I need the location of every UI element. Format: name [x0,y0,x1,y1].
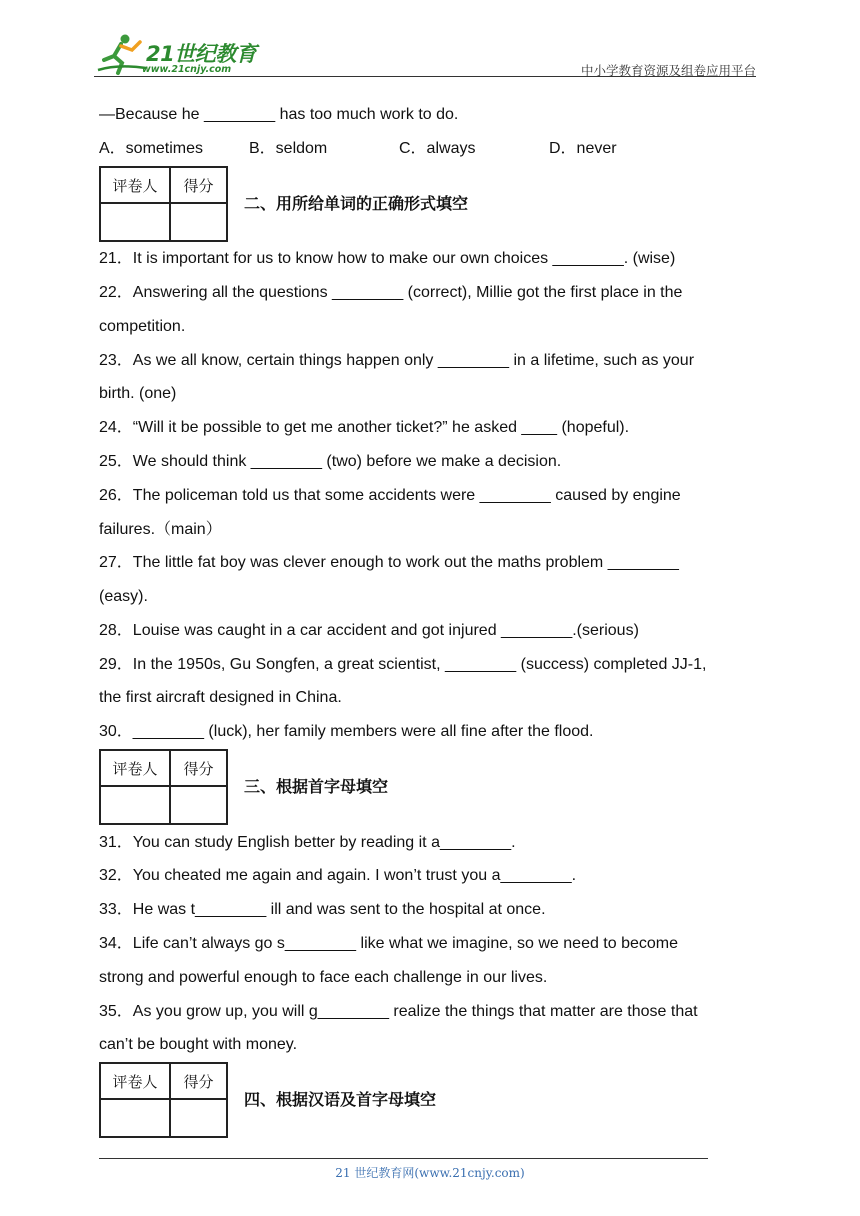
question-line: 30．________ (luck), her family members were all fine after the flood. [99,723,594,740]
page-header [94,30,756,78]
score-label: 得分 [170,167,227,203]
section-header [99,749,759,825]
grader-cell[interactable] [100,1099,170,1137]
question-line: 22．Answering all the questions ________ (correct), Millie got the first place in the [99,284,683,301]
section-header [99,166,759,242]
header-divider [94,76,756,77]
section-title: 三、根据首字母填空 [244,777,389,796]
grader-cell[interactable] [100,203,170,241]
question-line: 29．In the 1950s, Gu Songfen, a great scientist, ________ (success) completed JJ-1, [99,656,707,673]
score-cell[interactable] [170,786,227,824]
question-line: 31．You can study English better by reading it a________. [99,834,516,851]
option-a[interactable]: A．sometimes [99,140,204,157]
question-line: birth. (one) [99,385,177,402]
question-line: —Because he ________ has too much work to do. [99,106,459,123]
site-logo: 21世纪教育 www.21cnjy.com [94,30,269,76]
question-line: 35．As you grow up, you will g________ realize the things that matter are those that [99,1003,698,1020]
question-line: 23．As we all know, certain things happen only ________ in a lifetime, such as your [99,352,695,369]
score-table [99,1062,228,1138]
footer-divider [99,1158,708,1159]
question-line: 28．Louise was caught in a car accident and got injured ________.(serious) [99,622,639,639]
option-d[interactable]: D．never [549,140,617,157]
question-line: competition. [99,318,186,335]
option-b[interactable]: B．seldom [249,140,328,157]
question-line: 27．The little fat boy was clever enough to work out the maths problem ________ [99,554,679,571]
platform-name: 中小学教育资源及组卷应用平台 [580,63,756,78]
footer-link[interactable]: 21 世纪教育网(www.21cnjy.com) [335,1166,525,1180]
question-line: (easy). [99,588,148,605]
section-title: 四、根据汉语及首字母填空 [244,1090,437,1109]
question-line: failures.（main） [99,521,222,538]
question-line: the first aircraft designed in China. [99,689,342,706]
grader-label: 评卷人 [100,750,170,786]
question-line: 25．We should think ________ (two) before we make a decision. [99,453,562,470]
question-line: 34．Life can’t always go s________ like what we imagine, so we need to become [99,935,679,952]
score-label: 得分 [170,1063,227,1099]
grader-cell[interactable] [100,786,170,824]
question-line: strong and powerful enough to face each challenge in our lives. [99,969,548,986]
score-table [99,166,228,242]
section-header [99,1062,759,1138]
option-c[interactable]: C．always [399,140,476,157]
question-line: 32．You cheated me again and again. I won’t trust you a________. [99,867,577,884]
question-line: 24．“Will it be possible to get me another ticket?” he asked ____ (hopeful). [99,419,630,436]
score-table [99,749,228,825]
question-line: 33．He was t________ ill and was sent to the hospital at once. [99,901,546,918]
answer-options [99,139,659,159]
question-line: 21．It is important for us to know how to make our own choices ________. (wise) [99,250,676,267]
score-cell[interactable] [170,1099,227,1137]
score-label: 得分 [170,750,227,786]
score-cell[interactable] [170,203,227,241]
question-line: can’t be bought with money. [99,1036,298,1053]
question-line: 26．The policeman told us that some accidents were ________ caused by engine [99,487,681,504]
grader-label: 评卷人 [100,1063,170,1099]
section-title: 二、用所给单词的正确形式填空 [244,194,469,213]
grader-label: 评卷人 [100,167,170,203]
